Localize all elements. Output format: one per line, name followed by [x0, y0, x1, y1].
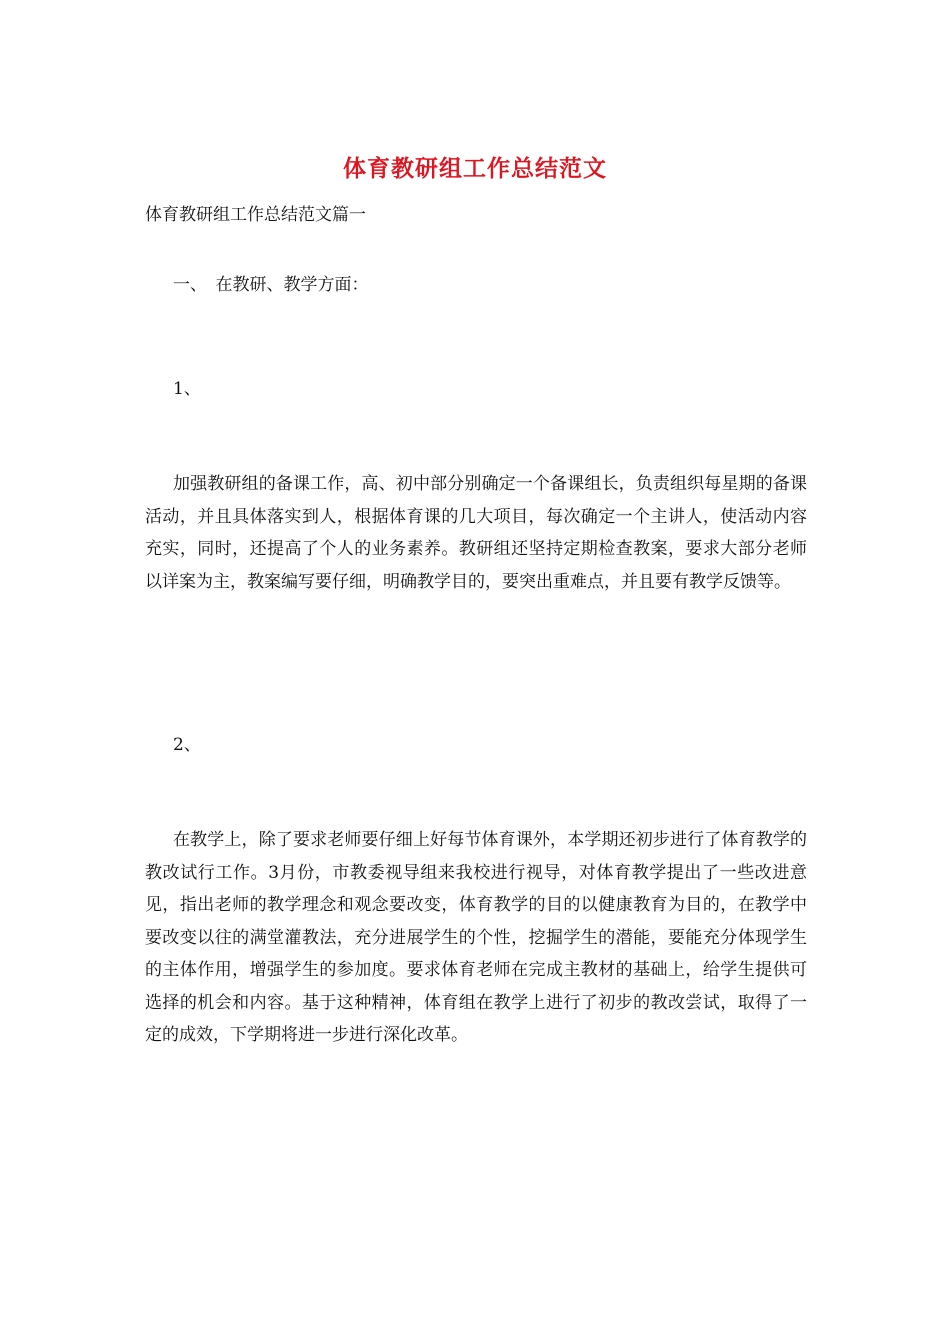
item-number: 1、: [173, 379, 201, 399]
item-number: 2、: [173, 735, 201, 755]
section-heading: 一、 在教研、教学方面：: [173, 275, 369, 295]
item-paragraph: 在教学上，除了要求老师要仔细上好每节体育课外，本学期还初步进行了体育教学的教改试行工作。3月份，市教委视导组来我校进行视导，对体育教学提出了一些改进意见，指出老师的教学理念和观念要改变，体育教学的目的以健康教育为目的，在教学中要改变以往的满堂灌教法，充分进展学生的个性，挖掘学生的潜能，要能充分体现学生的主体作用，增强学生的参加度。要求体育老师在完成主教材的基础上，给学生提供可选择的机会和内容。基于这种精神，体育组在教学上进行了初步的教改尝试，取得了一定的成效，下学期将进一步进行深化改革。: [145, 830, 807, 1045]
document-title: 体育教研组工作总结范文: [343, 155, 607, 182]
item-paragraph: 加强教研组的备课工作，高、初中部分别确定一个备课组长，负责组织每星期的备课活动，并且具体落实到人，根据体育课的几大项目，每次确定一个主讲人，使活动内容充实，同时，还提高了个人的业务素养。教研组还坚持定期检查教案，要求大部分老师以详案为主，教案编写要仔细，明确教学目的，要突出重难点，并且要有教学反馈等。: [145, 474, 807, 592]
document-subtitle: 体育教研组工作总结范文篇一: [145, 205, 366, 225]
